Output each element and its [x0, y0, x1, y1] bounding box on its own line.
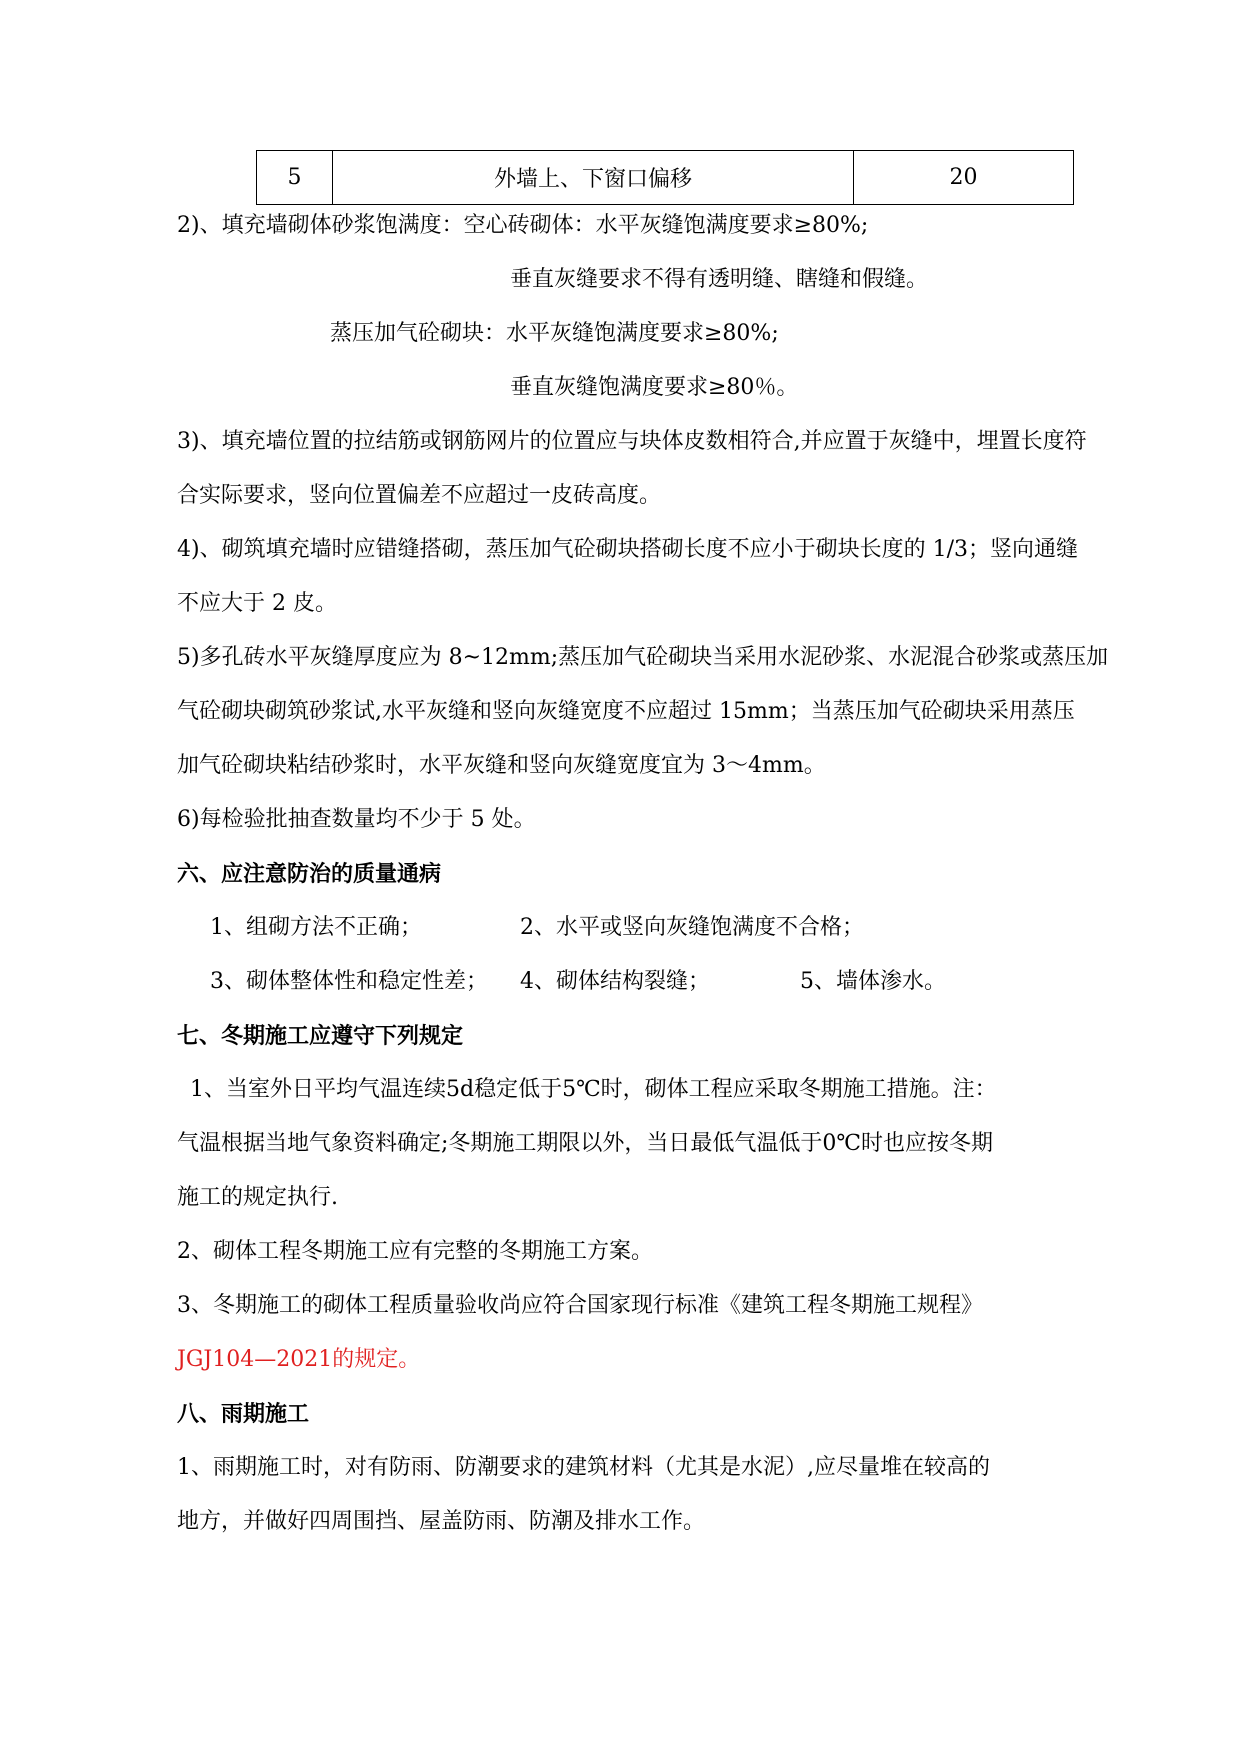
list-item: 1、组砌方法不正确； — [210, 915, 422, 940]
paragraph-line: 施工的规定执行. — [177, 1185, 338, 1210]
paragraph-line: 垂直灰缝饱满度要求≥80％。 — [510, 375, 799, 400]
table-cell-value: 20 — [854, 151, 1074, 205]
paragraph-line: 4)、砌筑填充墙时应错缝搭砌，蒸压加气砼砌块搭砌长度不应小于砌块长度的 1/3；竖向通缝 — [177, 537, 1078, 562]
paragraph-line: 6)每检验批抽查数量均不少于 5 处。 — [177, 807, 536, 832]
paragraph-line: 气温根据当地气象资料确定;冬期施工期限以外，当日最低气温低于0℃时也应按冬期 — [177, 1131, 994, 1156]
paragraph-line: 蒸压加气砼砌块：水平灰缝饱满度要求≥80%; — [330, 321, 779, 346]
paragraph-line: 垂直灰缝要求不得有透明缝、瞎缝和假缝。 — [510, 267, 929, 292]
paragraph-line: 3)、填充墙位置的拉结筋或钢筋网片的位置应与块体皮数相符合,并应置于灰缝中，埋置长度符 — [177, 429, 1087, 454]
list-item: 5、墙体渗水。 — [800, 969, 946, 994]
list-item: 4、砌体结构裂缝； — [520, 969, 710, 994]
paragraph-line: 不应大于 2 皮。 — [177, 591, 337, 616]
paragraph-line: 1、当室外日平均气温连续5d稳定低于5℃时，砌体工程应采取冬期施工措施。注： — [190, 1077, 997, 1102]
tolerance-table — [256, 150, 1074, 205]
paragraph-line: 气砼砌块砌筑砂浆试,水平灰缝和竖向灰缝宽度不应超过 15mm；当蒸压加气砼砌块采用蒸压 — [177, 699, 1075, 724]
paragraph-line: 加气砼砌块粘结砂浆时，水平灰缝和竖向灰缝宽度宜为 3～4mm。 — [177, 753, 826, 778]
paragraph-line: 地方，并做好四周围挡、屋盖防雨、防潮及排水工作。 — [177, 1509, 706, 1534]
paragraph-line: 3、冬期施工的砌体工程质量验收尚应符合国家现行标准《建筑工程冬期施工规程》 — [177, 1293, 983, 1318]
section-heading: 六、应注意防治的质量通病 — [177, 861, 442, 887]
list-item: 2、水平或竖向灰缝饱满度不合格； — [520, 915, 864, 940]
table-cell-no: 5 — [257, 151, 333, 205]
standard-reference: JGJ104—2021的规定。 — [177, 1347, 421, 1372]
paragraph-line: 合实际要求，竖向位置偏差不应超过一皮砖高度。 — [177, 483, 662, 508]
section-heading: 八、雨期施工 — [177, 1401, 310, 1427]
paragraph-line: 2、砌体工程冬期施工应有完整的冬期施工方案。 — [177, 1239, 653, 1264]
paragraph-line: 1、雨期施工时，对有防雨、防潮要求的建筑材料（尤其是水泥）,应尽量堆在较高的 — [177, 1455, 990, 1480]
table-row — [257, 151, 1074, 205]
table-cell-item: 外墙上、下窗口偏移 — [333, 151, 854, 205]
list-item: 3、砌体整体性和稳定性差； — [210, 969, 488, 994]
paragraph-line: 5)多孔砖水平灰缝厚度应为 8~12mm;蒸压加气砼砌块当采用水泥砂浆、水泥混合砂浆或蒸压加 — [177, 645, 1109, 670]
paragraph-line: 2)、填充墙砌体砂浆饱满度：空心砖砌体：水平灰缝饱满度要求≥80%; — [177, 213, 869, 238]
section-heading: 七、冬期施工应遵守下列规定 — [177, 1023, 464, 1049]
